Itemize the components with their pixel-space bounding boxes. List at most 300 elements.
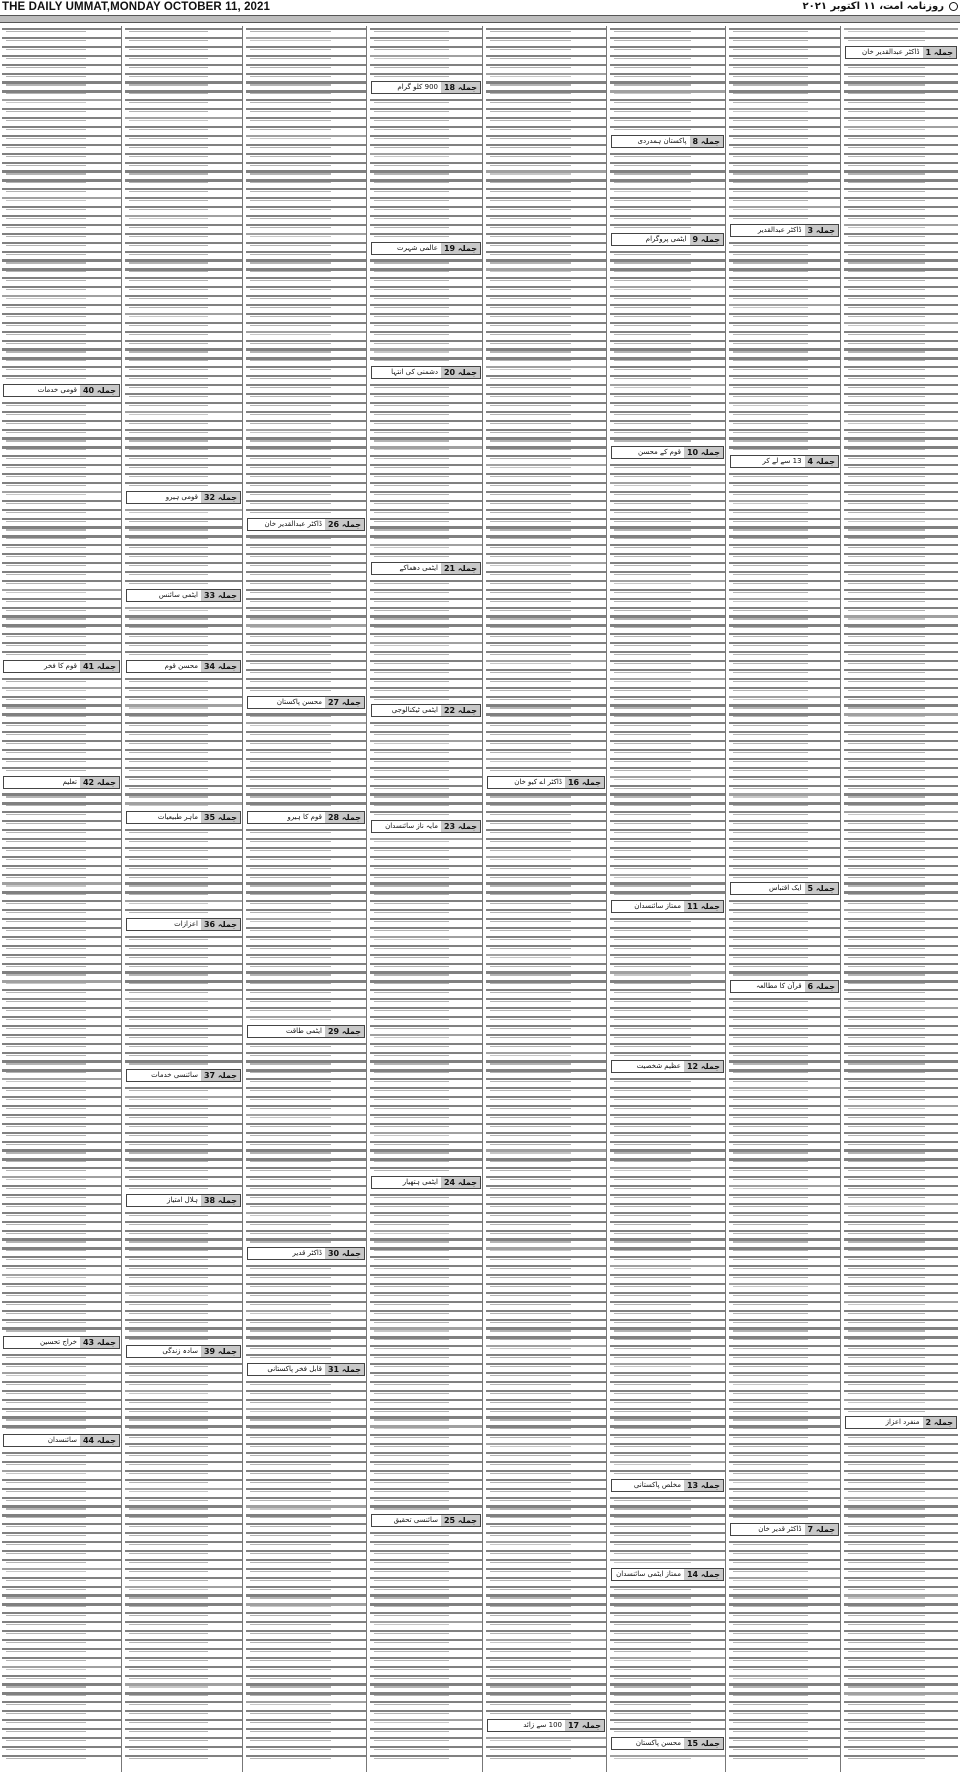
- text-line: [842, 1032, 960, 1040]
- text-line: [244, 1397, 368, 1405]
- text-line: [123, 444, 244, 452]
- text-line: [0, 685, 123, 693]
- text-line: [368, 142, 484, 150]
- text-line: [842, 898, 960, 906]
- item-header: [3, 384, 120, 397]
- text-line: [484, 1673, 608, 1681]
- text-line: [244, 1584, 368, 1592]
- text-line: [0, 738, 123, 746]
- text-line: [0, 1646, 123, 1654]
- text-line: [608, 1681, 727, 1689]
- text-line: [123, 516, 244, 524]
- text-line: [484, 195, 608, 203]
- text-line: [842, 622, 960, 630]
- text-line: [123, 97, 244, 105]
- text-line: [842, 1566, 960, 1574]
- item-header: [611, 1060, 724, 1073]
- text-line: [244, 71, 368, 79]
- text-line: [123, 311, 244, 319]
- text-line: [842, 605, 960, 613]
- text-line: [484, 613, 608, 621]
- text-line: [123, 1272, 244, 1280]
- text-line: [0, 1325, 123, 1333]
- text-line: [368, 338, 484, 346]
- text-line: [484, 1281, 608, 1289]
- text-line: [123, 1050, 244, 1058]
- article-column-2: [727, 26, 842, 1772]
- text-line: [0, 880, 123, 888]
- item-title: ڈاکٹر قدیر خان: [758, 1525, 802, 1534]
- text-line: [123, 685, 244, 693]
- text-line: [484, 516, 608, 524]
- text-line: [368, 151, 484, 159]
- item-title: 900 کلو گرام: [397, 83, 438, 92]
- text-line: [842, 222, 960, 230]
- text-line: [842, 1690, 960, 1698]
- text-line: [484, 1299, 608, 1307]
- text-line: [244, 151, 368, 159]
- text-line: [368, 1334, 484, 1342]
- text-line: [0, 969, 123, 977]
- text-line: [244, 622, 368, 630]
- item-title: قوم کا فخر: [44, 661, 77, 670]
- text-line: [244, 533, 368, 541]
- text-line: [0, 1067, 123, 1075]
- text-line: [368, 1147, 484, 1155]
- text-line: [368, 738, 484, 746]
- item-header: [3, 1336, 120, 1349]
- text-line: [842, 1575, 960, 1583]
- text-line: [123, 1673, 244, 1681]
- text-line: [842, 1050, 960, 1058]
- text-line: [484, 97, 608, 105]
- text-line: [484, 961, 608, 969]
- text-line: [727, 1050, 842, 1058]
- text-line: [727, 1388, 842, 1396]
- text-line: [123, 1584, 244, 1592]
- text-line: [608, 640, 727, 648]
- text-line: [727, 1023, 842, 1031]
- text-line: [123, 1717, 244, 1725]
- text-line: [244, 1690, 368, 1698]
- text-line: [0, 1744, 123, 1752]
- text-line: [368, 1708, 484, 1716]
- text-line: [608, 1041, 727, 1049]
- text-line: [244, 987, 368, 995]
- text-line: [727, 1557, 842, 1565]
- text-line: [727, 524, 842, 532]
- text-line: [608, 551, 727, 559]
- text-line: [484, 1379, 608, 1387]
- text-line: [608, 1121, 727, 1129]
- text-line: [0, 1521, 123, 1529]
- text-line: [123, 578, 244, 586]
- text-line: [368, 1566, 484, 1574]
- text-line: [123, 1557, 244, 1565]
- text-line: [727, 1726, 842, 1734]
- text-line: [842, 1744, 960, 1752]
- item-number: جملہ 17: [565, 1720, 604, 1731]
- text-line: [123, 1112, 244, 1120]
- text-line: [244, 1503, 368, 1511]
- text-line: [842, 1397, 960, 1405]
- text-line: [368, 1406, 484, 1414]
- text-line: [368, 1664, 484, 1672]
- text-line: [842, 694, 960, 702]
- text-line: [608, 1005, 727, 1013]
- text-line: [244, 685, 368, 693]
- text-line: [123, 275, 244, 283]
- text-line: [727, 1103, 842, 1111]
- text-line: [727, 1130, 842, 1138]
- text-line: [484, 738, 608, 746]
- text-line: [484, 1263, 608, 1271]
- text-line: [0, 1032, 123, 1040]
- text-line: [608, 79, 727, 87]
- text-line: [368, 1308, 484, 1316]
- text-line: [484, 1192, 608, 1200]
- text-line: [0, 542, 123, 550]
- text-line: [727, 400, 842, 408]
- text-line: [368, 1539, 484, 1547]
- text-line: [0, 676, 123, 684]
- text-line: [0, 257, 123, 265]
- item-number: جملہ 41: [80, 661, 119, 672]
- text-line: [123, 302, 244, 310]
- text-line: [842, 987, 960, 995]
- text-line: [484, 872, 608, 880]
- item-number: جملہ 36: [201, 919, 240, 930]
- text-line: [368, 1343, 484, 1351]
- text-line: [244, 1201, 368, 1209]
- text-line: [484, 1432, 608, 1440]
- text-line: [368, 346, 484, 354]
- text-line: [727, 355, 842, 363]
- text-line: [0, 435, 123, 443]
- text-line: [727, 79, 842, 87]
- text-line: [484, 1219, 608, 1227]
- text-line: [842, 542, 960, 550]
- text-line: [608, 916, 727, 924]
- text-line: [727, 1397, 842, 1405]
- text-line: [0, 293, 123, 301]
- text-line: [484, 934, 608, 942]
- text-line: [484, 551, 608, 559]
- text-line: [608, 1308, 727, 1316]
- item-number: جملہ 7: [805, 1524, 838, 1535]
- text-line: [368, 293, 484, 301]
- text-line: [608, 952, 727, 960]
- text-line: [842, 62, 960, 70]
- text-line: [244, 97, 368, 105]
- text-line: [608, 222, 727, 230]
- text-line: [368, 898, 484, 906]
- text-line: [244, 79, 368, 87]
- text-line: [244, 551, 368, 559]
- text-line: [244, 676, 368, 684]
- text-line: [0, 1183, 123, 1191]
- text-line: [484, 658, 608, 666]
- text-line: [727, 1352, 842, 1360]
- text-line: [842, 480, 960, 488]
- text-line: [368, 783, 484, 791]
- masthead-urdu: روزنامہ امت، ١١ اکتوبر ٢٠٢١: [802, 1, 944, 12]
- text-line: [244, 1219, 368, 1227]
- text-line: [368, 658, 484, 666]
- text-line: [484, 836, 608, 844]
- text-line: [244, 1637, 368, 1645]
- text-line: [484, 854, 608, 862]
- text-line: [244, 1486, 368, 1494]
- text-line: [123, 1655, 244, 1663]
- text-line: [0, 1601, 123, 1609]
- text-line: [244, 293, 368, 301]
- text-line: [608, 418, 727, 426]
- text-line: [608, 186, 727, 194]
- item-title: ڈاکٹر عبدالقدیر خان: [862, 47, 920, 56]
- text-line: [484, 329, 608, 337]
- text-line: [0, 418, 123, 426]
- text-line: [484, 489, 608, 497]
- text-line: [727, 142, 842, 150]
- text-line: [727, 1655, 842, 1663]
- text-line: [608, 524, 727, 532]
- text-line: [842, 1681, 960, 1689]
- text-line: [484, 622, 608, 630]
- item-header: [3, 660, 120, 673]
- text-line: [484, 44, 608, 52]
- text-line: [123, 711, 244, 719]
- text-line: [0, 1014, 123, 1022]
- text-line: [368, 1290, 484, 1298]
- text-line: [608, 587, 727, 595]
- text-line: [0, 1121, 123, 1129]
- text-line: [727, 1290, 842, 1298]
- text-line: [608, 435, 727, 443]
- item-header: [126, 811, 241, 824]
- text-line: [727, 53, 842, 61]
- text-line: [484, 898, 608, 906]
- text-line: [123, 1014, 244, 1022]
- item-header: [126, 1345, 241, 1358]
- text-line: [0, 1228, 123, 1236]
- text-line: [244, 1041, 368, 1049]
- text-line: [123, 1308, 244, 1316]
- text-line: [123, 551, 244, 559]
- item-header: [247, 1363, 365, 1376]
- text-line: [484, 542, 608, 550]
- text-line: [608, 1601, 727, 1609]
- text-line: [0, 471, 123, 479]
- text-line: [842, 266, 960, 274]
- text-line: [608, 1139, 727, 1147]
- text-line: [0, 1735, 123, 1743]
- text-line: [727, 1406, 842, 1414]
- text-line: [608, 1192, 727, 1200]
- text-line: [842, 1236, 960, 1244]
- text-line: [608, 213, 727, 221]
- article-column-7: [123, 26, 244, 1772]
- text-line: [0, 1619, 123, 1627]
- text-line: [608, 1406, 727, 1414]
- text-line: [244, 44, 368, 52]
- text-line: [368, 836, 484, 844]
- text-line: [368, 480, 484, 488]
- text-line: [484, 1557, 608, 1565]
- text-line: [727, 1717, 842, 1725]
- text-line: [123, 480, 244, 488]
- text-line: [0, 694, 123, 702]
- text-line: [727, 1272, 842, 1280]
- text-line: [123, 649, 244, 657]
- text-line: [0, 1352, 123, 1360]
- text-line: [0, 711, 123, 719]
- text-line: [244, 62, 368, 70]
- text-line: [244, 1228, 368, 1236]
- text-line: [842, 409, 960, 417]
- text-line: [244, 418, 368, 426]
- text-line: [244, 978, 368, 986]
- text-line: [727, 702, 842, 710]
- text-line: [842, 1308, 960, 1316]
- text-line: [368, 1584, 484, 1592]
- text-line: [484, 587, 608, 595]
- text-line: [842, 783, 960, 791]
- text-line: [0, 338, 123, 346]
- text-line: [368, 1085, 484, 1093]
- text-line: [484, 471, 608, 479]
- text-line: [244, 257, 368, 265]
- text-line: [484, 1530, 608, 1538]
- text-line: [608, 1726, 727, 1734]
- text-line: [608, 1557, 727, 1565]
- text-line: [244, 275, 368, 283]
- text-line: [123, 329, 244, 337]
- text-line: [484, 391, 608, 399]
- text-line: [368, 409, 484, 417]
- text-line: [842, 1406, 960, 1414]
- text-line: [368, 1121, 484, 1129]
- text-line: [842, 676, 960, 684]
- text-line: [484, 355, 608, 363]
- text-line: [244, 427, 368, 435]
- text-line: [842, 88, 960, 96]
- text-line: [484, 1352, 608, 1360]
- text-line: [244, 1183, 368, 1191]
- text-line: [484, 1076, 608, 1084]
- text-line: [484, 640, 608, 648]
- text-line: [608, 151, 727, 159]
- text-line: [244, 1717, 368, 1725]
- text-line: [0, 1655, 123, 1663]
- item-header: [611, 446, 724, 459]
- text-line: [368, 1619, 484, 1627]
- item-number: جملہ 27: [325, 697, 364, 708]
- text-line: [244, 338, 368, 346]
- text-line: [842, 435, 960, 443]
- text-line: [842, 1299, 960, 1307]
- text-line: [608, 978, 727, 986]
- text-line: [0, 1112, 123, 1120]
- text-line: [727, 907, 842, 915]
- text-line: [842, 1058, 960, 1066]
- text-line: [727, 685, 842, 693]
- text-line: [123, 284, 244, 292]
- item-header: [126, 1069, 241, 1082]
- text-line: [123, 1023, 244, 1031]
- text-line: [123, 1450, 244, 1458]
- text-line: [727, 738, 842, 746]
- text-line: [484, 578, 608, 586]
- text-line: [484, 1325, 608, 1333]
- text-line: [727, 1450, 842, 1458]
- text-line: [608, 1592, 727, 1600]
- text-line: [727, 1058, 842, 1066]
- text-line: [608, 346, 727, 354]
- text-line: [244, 240, 368, 248]
- text-line: [842, 160, 960, 168]
- text-line: [368, 453, 484, 461]
- text-line: [608, 1637, 727, 1645]
- text-line: [842, 649, 960, 657]
- text-line: [842, 720, 960, 728]
- item-number: جملہ 11: [684, 901, 723, 912]
- text-line: [842, 71, 960, 79]
- item-title: ڈاکٹر عبدالقدیر خان: [264, 519, 322, 528]
- text-line: [727, 329, 842, 337]
- text-line: [727, 1414, 842, 1422]
- item-number: جملہ 42: [80, 777, 119, 788]
- text-line: [842, 1139, 960, 1147]
- text-line: [842, 106, 960, 114]
- text-line: [608, 1076, 727, 1084]
- text-line: [484, 809, 608, 817]
- text-line: [608, 685, 727, 693]
- item-title: منفرد اعزاز: [885, 1418, 920, 1427]
- text-line: [244, 1512, 368, 1520]
- text-line: [842, 489, 960, 497]
- text-line: [727, 1646, 842, 1654]
- text-line: [842, 142, 960, 150]
- text-line: [727, 195, 842, 203]
- text-line: [368, 44, 484, 52]
- text-line: [0, 1005, 123, 1013]
- text-line: [608, 667, 727, 675]
- text-line: [123, 961, 244, 969]
- text-line: [244, 1450, 368, 1458]
- item-header: [247, 518, 365, 531]
- text-line: [368, 1503, 484, 1511]
- text-line: [244, 667, 368, 675]
- text-line: [244, 1557, 368, 1565]
- text-line: [0, 1566, 123, 1574]
- item-title: قومی ہیرو: [165, 492, 198, 501]
- text-line: [0, 898, 123, 906]
- text-line: [727, 249, 842, 257]
- text-line: [727, 1147, 842, 1155]
- text-line: [484, 818, 608, 826]
- text-line: [123, 346, 244, 354]
- text-line: [484, 916, 608, 924]
- text-line: [484, 845, 608, 853]
- text-line: [244, 168, 368, 176]
- text-line: [368, 756, 484, 764]
- text-line: [484, 667, 608, 675]
- text-line: [484, 1094, 608, 1102]
- text-line: [842, 1708, 960, 1716]
- text-line: [123, 800, 244, 808]
- text-line: [727, 97, 842, 105]
